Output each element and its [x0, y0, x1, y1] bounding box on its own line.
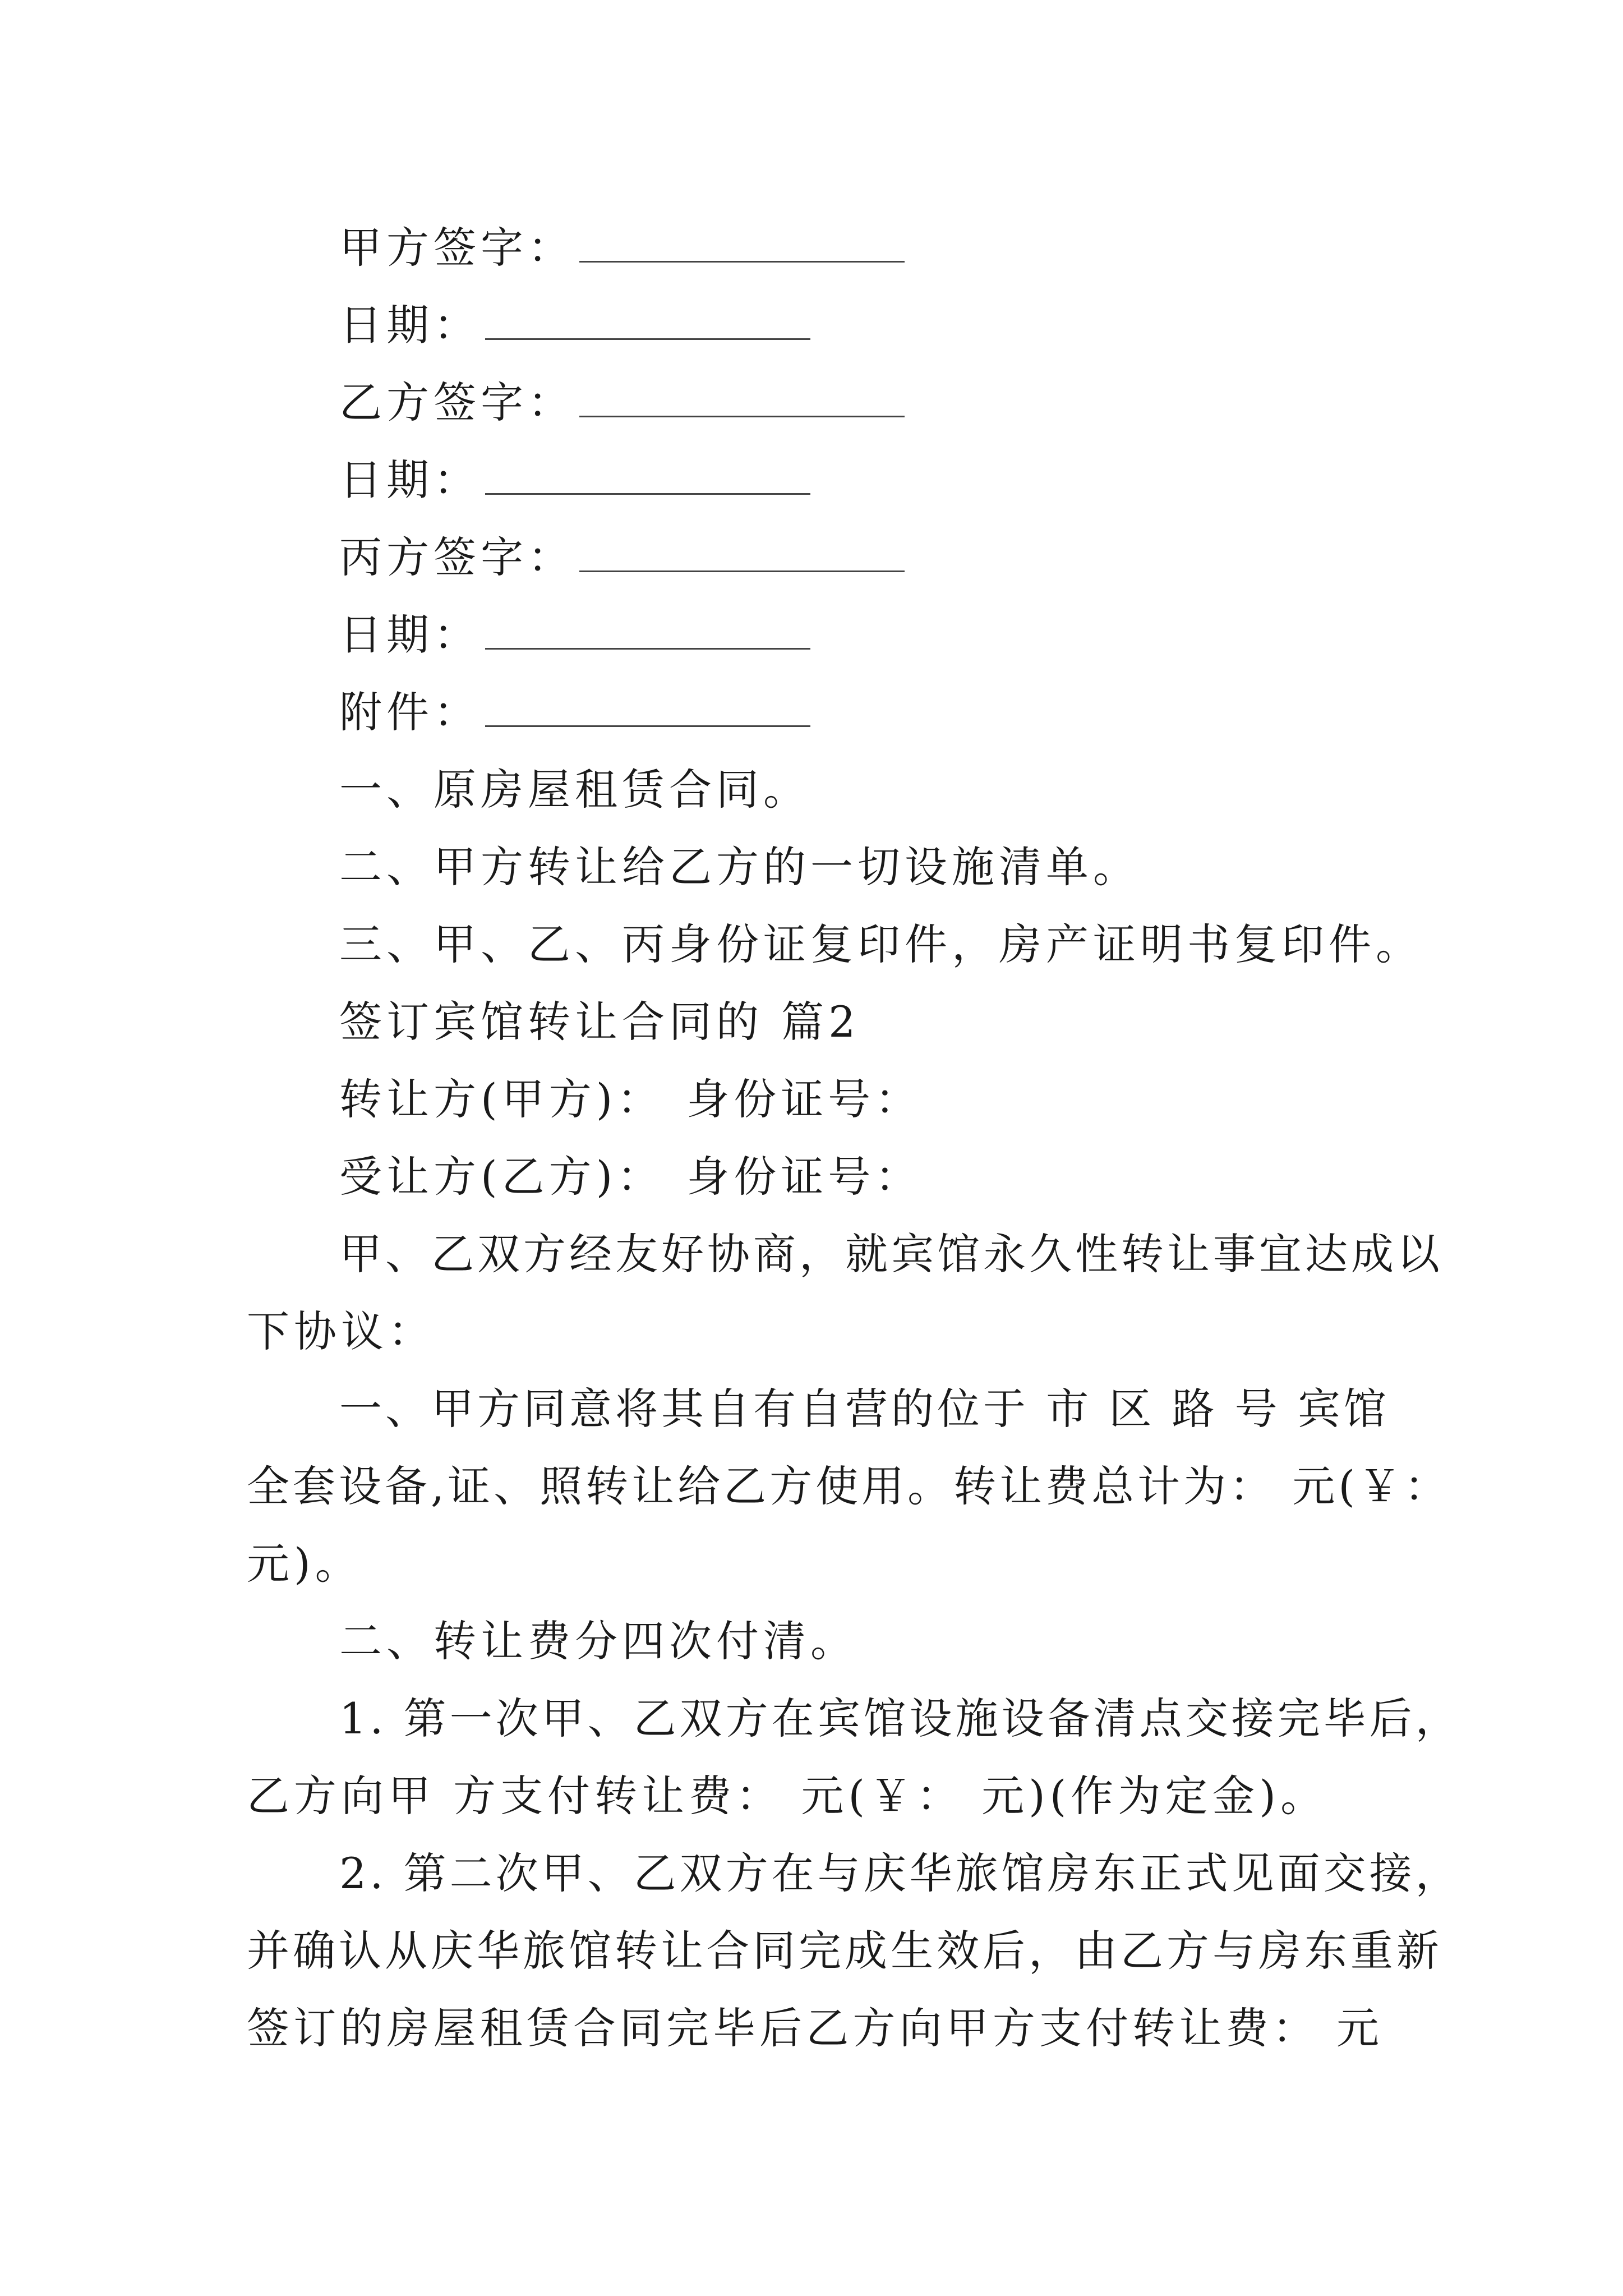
- date-label: 日期：: [339, 300, 481, 350]
- date-line-party-a: [339, 297, 810, 353]
- party-role: 转让方(甲方)：: [339, 1074, 665, 1124]
- signature-blank[interactable]: [579, 537, 905, 572]
- date-blank[interactable]: [485, 305, 810, 340]
- paragraph-line: 下协议：: [247, 1306, 435, 1356]
- section-title: 签订宾馆转让合同的 篇2: [339, 997, 860, 1047]
- paragraph-line: 1. 第一次甲、乙双方在宾馆设施设备清点交接完毕后，: [339, 1694, 1461, 1743]
- date-blank[interactable]: [485, 459, 810, 495]
- attachment-label: 附件：: [339, 687, 481, 737]
- party-line-transferor: [339, 1071, 922, 1128]
- signature-line-party-b: [339, 375, 905, 431]
- paragraph-line: 全套设备,证、照转让给乙方使用。转让费总计为： 元(￥：: [247, 1461, 1450, 1511]
- attachment-item: 三、甲、乙、丙身份证复印件，房产证明书复印件。: [339, 919, 1423, 969]
- signature-label: 丙方签字：: [339, 532, 575, 582]
- signature-blank[interactable]: [579, 227, 905, 263]
- paragraph-line: 2. 第二次甲、乙双方在与庆华旅馆房东正式见面交接，: [339, 1848, 1461, 1898]
- date-label: 日期：: [339, 610, 481, 660]
- signature-blank[interactable]: [579, 382, 905, 417]
- paragraph-line: 签订的房屋租赁合同完毕后乙方向甲方支付转让费： 元: [247, 2003, 1382, 2053]
- signature-line-party-c: [339, 530, 905, 586]
- date-blank[interactable]: [485, 614, 810, 650]
- attachment-blank[interactable]: [485, 692, 810, 727]
- signature-label: 甲方签字：: [339, 223, 575, 273]
- paragraph-line: 并确认从庆华旅馆转让合同完成生效后，由乙方与房东重新: [247, 1926, 1442, 1976]
- signature-line-party-a: [339, 220, 905, 276]
- paragraph-line: 一、甲方同意将其自有自营的位于 市 区 路 号 宾馆: [339, 1384, 1390, 1434]
- attachment-line: [339, 684, 810, 740]
- id-number-label: 身份证号：: [686, 1074, 923, 1124]
- signature-label: 乙方签字：: [339, 378, 575, 427]
- paragraph-line: 元)。: [247, 1539, 362, 1589]
- paragraph-line: 二、转让费分四次付清。: [339, 1616, 857, 1666]
- date-label: 日期：: [339, 455, 481, 505]
- date-line-party-c: [339, 607, 810, 663]
- paragraph-line: 乙方向甲 方支付转让费： 元(￥： 元)(作为定金)。: [247, 1771, 1328, 1821]
- id-number-label: 身份证号：: [686, 1152, 923, 1202]
- date-line-party-b: [339, 452, 810, 508]
- attachment-item: 二、甲方转让给乙方的一切设施清单。: [339, 842, 1140, 892]
- paragraph-line: 甲、乙双方经友好协商，就宾馆永久性转让事宜达成以: [339, 1229, 1443, 1279]
- party-line-transferee: [339, 1149, 922, 1205]
- party-role: 受让方(乙方)：: [339, 1152, 665, 1202]
- attachment-item: 一、原房屋租赁合同。: [339, 765, 810, 815]
